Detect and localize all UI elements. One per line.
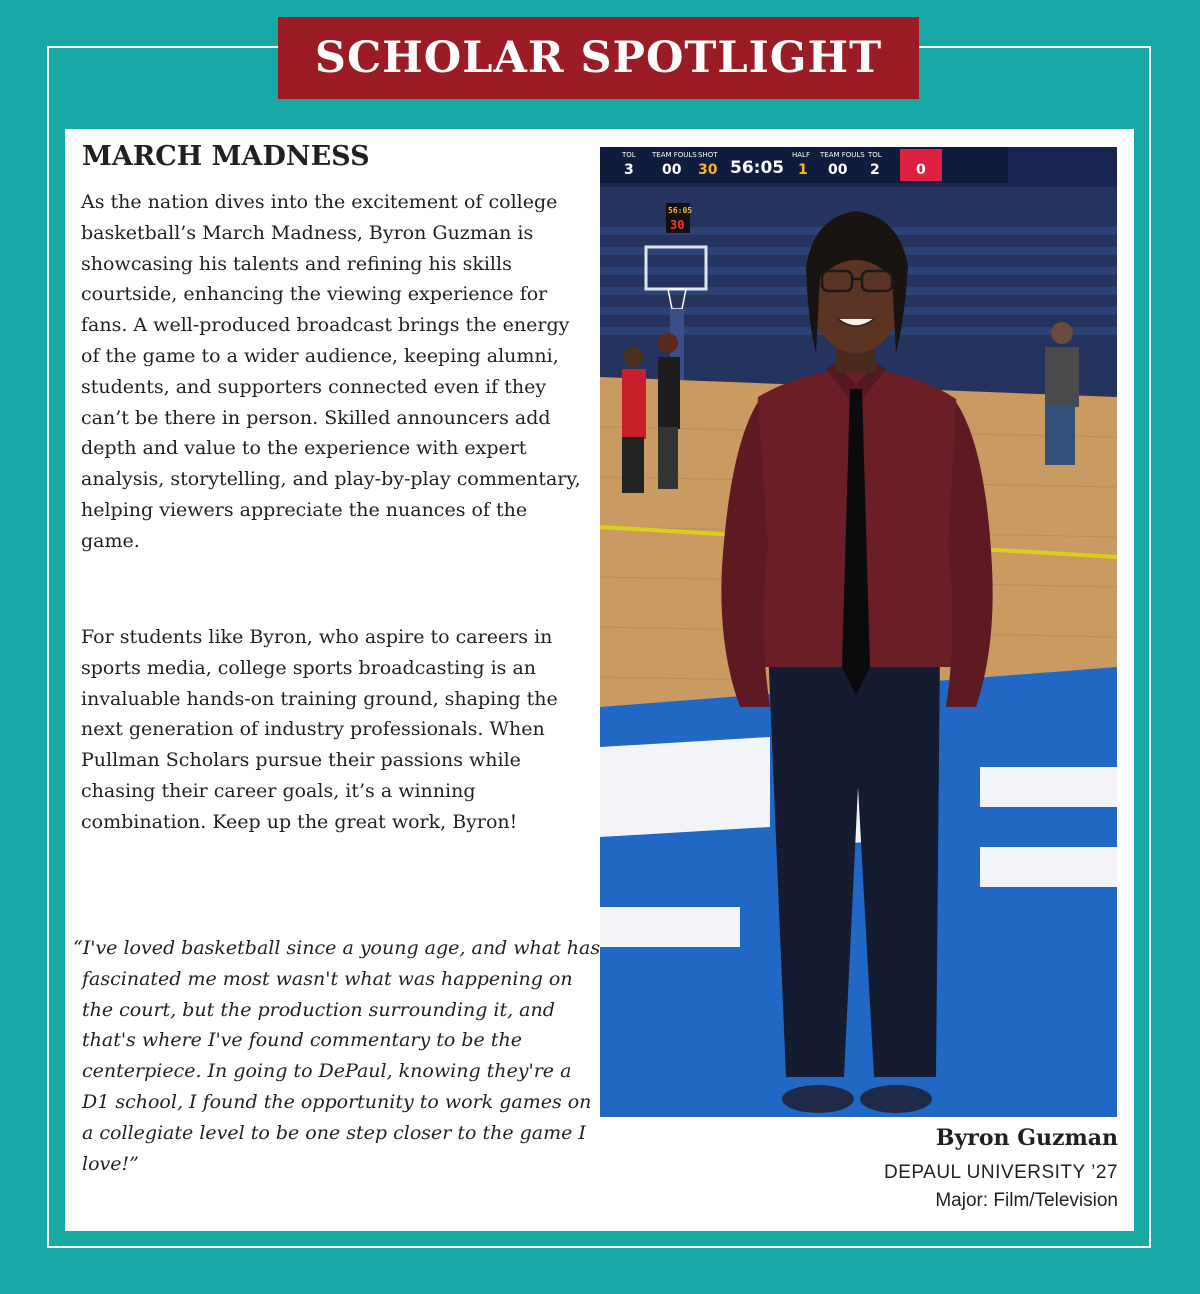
caption-name: Byron Guzman [935,1125,1118,1151]
scoreboard-shot-label: SHOT [698,151,718,159]
banner-title: SCHOLAR SPOTLIGHT [314,33,883,83]
scholar-quote: “I've loved basketball since a young age, and what has fascinated me most wasn't what was happening on the court, but the production surrounding it, and that's where I've found commentary to be the centerpiece. In going to DePaul, knowing they're a D1 school, I found the opportunity to work games on a collegiate level to be one step closer to the game I love!” [73,937,601,1175]
scoreboard-half: 1 [798,162,808,178]
shot-clock-top: 56:05 [668,206,693,215]
scoreboard-fouls-label-away: TEAM FOULS [820,151,865,159]
banner [278,17,919,99]
shot-clock-bottom: 30 [670,218,685,232]
article-heading: MARCH MADNESS [82,141,370,172]
scholar-photo-illustration [600,147,1117,1117]
scholar-photo [600,147,1117,1117]
scoreboard-fouls-away: 00 [828,162,848,178]
caption-school: DEPAUL UNIVERSITY ’27 [883,1162,1118,1183]
content-card [65,129,1134,1231]
scoreboard-fouls-home: 00 [662,162,682,178]
scoreboard-fouls-label: TEAM FOULS [652,151,697,159]
scoreboard-tol-home: 3 [624,162,634,178]
scoreboard-tol-away: 2 [870,162,880,178]
scoreboard-clock: 56:05 [730,158,785,178]
scoreboard-shot: 30 [698,162,718,178]
article-paragraph-2: For students like Byron, who aspire to careers in sports media, college sports broadcasting is an invaluable hands-on training ground, shaping the next generation of industry professionals. When Pullman Scholars pursue their passions while chasing their career goals, it’s a winning combination. Keep up the great work, Byron! [81,626,558,833]
article-paragraph-1: As the nation dives into the excitement of college basketball’s March Madness, Byron Guzman is showcasing his talents and refining his skills courtside, enhancing the viewing experience for fans. A well-produced broadcast brings the energy of the game to a wider audience, keeping alumni, students, and supporters connected even if they can’t be there in person. Skilled announcers add depth and value to the experience with expert analysis, storytelling, and play-by-play commentary, helping viewers appreciate the nuances of the game. [81,191,581,552]
scoreboard-tol-label-away: TOL [868,151,882,159]
scoreboard-tol-label: TOL [622,151,636,159]
scoreboard-half-label: HALF [792,151,810,159]
scoreboard-score: 0 [916,162,926,178]
caption-major: Major: Film/Television [935,1190,1118,1211]
